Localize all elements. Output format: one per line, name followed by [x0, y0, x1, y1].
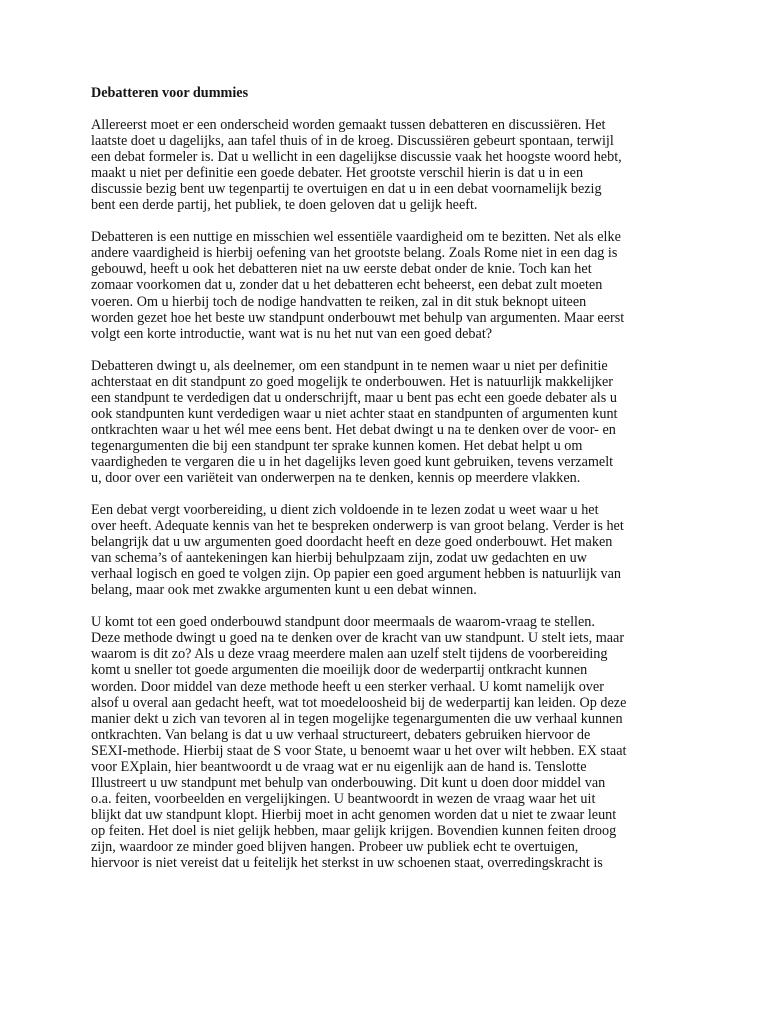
- paragraph-line: waarom is dit zo? Als u deze vraag meerdere malen aan uzelf stelt tijdens de voorbereiding: [91, 646, 608, 663]
- paragraph-line: over heeft. Adequate kennis van het te bespreken onderwerp is van groot belang. Verder is het: [91, 518, 624, 535]
- paragraph-line: alsof u overal aan gedacht heeft, wat tot moedeloosheid bij de wederpartij kan leiden. Op deze: [91, 694, 627, 711]
- paragraph-line: een debat formeler is. Dat u wellicht in een dagelijkse discussie vaak het hoogste woord hebt,: [91, 149, 622, 166]
- paragraph-1: [91, 117, 691, 213]
- document-title: Debatteren voor dummies: [91, 85, 249, 101]
- paragraph-line: o.a. feiten, voorbeelden en vergelijkingen. U beantwoordt in wezen de vraag waar het uit: [91, 790, 596, 807]
- paragraph-line: voor EXplain, hier beantwoordt u de vraag wat er nu eigenlijk aan de hand is. Tenslotte: [91, 758, 587, 775]
- paragraph-line: worden. Door middel van deze methode heeft u een sterker verhaal. U komt namelijk over: [91, 678, 604, 695]
- paragraph-line: Debatteren is een nuttige en misschien wel essentiële vaardigheid om te bezitten. Net als elke: [91, 229, 621, 246]
- paragraph-line: vaardigheden te vergaren die u in het dagelijks leven goed kunt gebruiken, tevens verzamelt: [91, 453, 614, 470]
- paragraph-line: Allereerst moet er een onderscheid worden gemaakt tussen debatteren en discussiëren. Het: [91, 117, 606, 134]
- paragraph-container: [91, 117, 691, 871]
- paragraph-line: belang, maar ook met zwakke argumenten kunt u een debat winnen.: [91, 582, 477, 599]
- paragraph-line: ontkrachten waar u het wél mee eens bent. Het debat dwingt u na te denken over de voor- en: [91, 421, 616, 438]
- paragraph-line: van schema’s of aantekeningen kan hierbij behulpzaam zijn, zodat uw gedachten en uw: [91, 550, 587, 567]
- paragraph-line: voeren. Om u hierbij toch de nodige handvatten te reiken, zal in dit stuk beknopt uiteen: [91, 293, 587, 310]
- paragraph-line: achterstaat en dit standpunt zo goed mogelijk te onderbouwen. Het is natuurlijk makkelijker: [91, 373, 614, 390]
- paragraph-line: zomaar voorkomen dat u, zonder dat u het debatteren echt beheerst, een debat zult moeten: [91, 277, 603, 294]
- paragraph-line: op feiten. Het doel is niet gelijk hebben, maar gelijk krijgen. Bovendien kunnen feiten droog: [91, 822, 617, 839]
- paragraph-line: SEXI-methode. Hierbij staat de S voor State, u benoemt waar u het over wilt hebben. EX staat: [91, 742, 627, 759]
- paragraph-line: een standpunt te verdedigen dat u onderschrijft, maar u bent pas echt een goede debater als u: [91, 389, 617, 406]
- paragraph-4: [91, 502, 691, 598]
- paragraph-line: hiervoor is niet vereist dat u feitelijk het sterkst in uw schoenen staat, overredingskracht is: [91, 855, 603, 872]
- paragraph-line: bent een derde partij, het publiek, te doen geloven dat u gelijk heeft.: [91, 197, 478, 214]
- document-body: [91, 85, 691, 887]
- paragraph-line: blijkt dat uw standpunt klopt. Hierbij moet in acht genomen worden dat u niet te zwaar leunt: [91, 806, 617, 823]
- paragraph-line: u, door over een variëteit van onderwerpen na te denken, kennis op meerdere vlakken.: [91, 469, 581, 486]
- paragraph-line: Deze methode dwingt u goed na te denken over de kracht van uw standpunt. U stelt iets, maar: [91, 630, 625, 647]
- paragraph-line: gebouwd, heeft u ook het debatteren niet na uw eerste debat onder de knie. Toch kan het: [91, 261, 592, 278]
- paragraph-line: maakt u niet per definitie een goede debater. Het grootste verschil hierin is dat u in een: [91, 165, 584, 182]
- paragraph-line: Illustreert u uw standpunt met behulp van onderbouwing. Dit kunt u doen door middel van: [91, 774, 606, 791]
- paragraph-line: andere vaardigheid is hierbij oefening van het grootste belang. Zoals Rome niet in een dag is: [91, 245, 618, 262]
- paragraph-3: [91, 358, 691, 486]
- paragraph-line: belangrijk dat u uw argumenten goed doordacht heeft en deze goed onderbouwt. Het maken: [91, 534, 613, 551]
- paragraph-2: [91, 229, 691, 341]
- paragraph-line: U komt tot een goed onderbouwd standpunt door meermaals de waarom-vraag te stellen.: [91, 614, 595, 631]
- paragraph-line: komt u sneller tot goede argumenten die moeilijk door de wederpartij ontkracht kunnen: [91, 662, 588, 679]
- paragraph-line: worden gezet hoe het beste uw standpunt onderbouwt met behulp van argumenten. Maar eerst: [91, 309, 625, 326]
- paragraph-line: zijn, waardoor ze minder goed blijven hangen. Probeer uw publiek echt te overtuigen,: [91, 838, 579, 855]
- paragraph-line: discussie bezig bent uw tegenpartij te overtuigen en dat u in een debat voornamelijk bezig: [91, 181, 602, 198]
- paragraph-line: laatste doet u dagelijks, aan tafel thuis of in de kroeg. Discussiëren gebeurt spontaan, terwijl: [91, 133, 614, 150]
- paragraph-line: volgt een korte introductie, want wat is nu het nut van een goed debat?: [91, 325, 493, 342]
- paragraph-line: Debatteren dwingt u, als deelnemer, om een standpunt in te nemen waar u niet per definitie: [91, 357, 608, 374]
- paragraph-line: ook standpunten kunt verdedigen waar u niet achter staat en standpunten of argumenten kunt: [91, 405, 618, 422]
- paragraph-line: verhaal logisch en goed te volgen zijn. Op papier een goed argument hebben is natuurlijk van: [91, 566, 622, 583]
- paragraph-line: tegenargumenten die bij een standpunt ter sprake kunnen komen. Het debat helpt u om: [91, 437, 583, 454]
- paragraph-line: manier dekt u zich van tevoren al in tegen mogelijke tegenargumenten die uw verhaal kunnen: [91, 710, 623, 727]
- paragraph-5: [91, 614, 691, 871]
- paragraph-line: Een debat vergt voorbereiding, u dient zich voldoende in te lezen zodat u weet waar u het: [91, 502, 599, 519]
- paragraph-line: ontkrachten. Van belang is dat u uw verhaal structureert, debaters gebruiken hiervoor de: [91, 726, 591, 743]
